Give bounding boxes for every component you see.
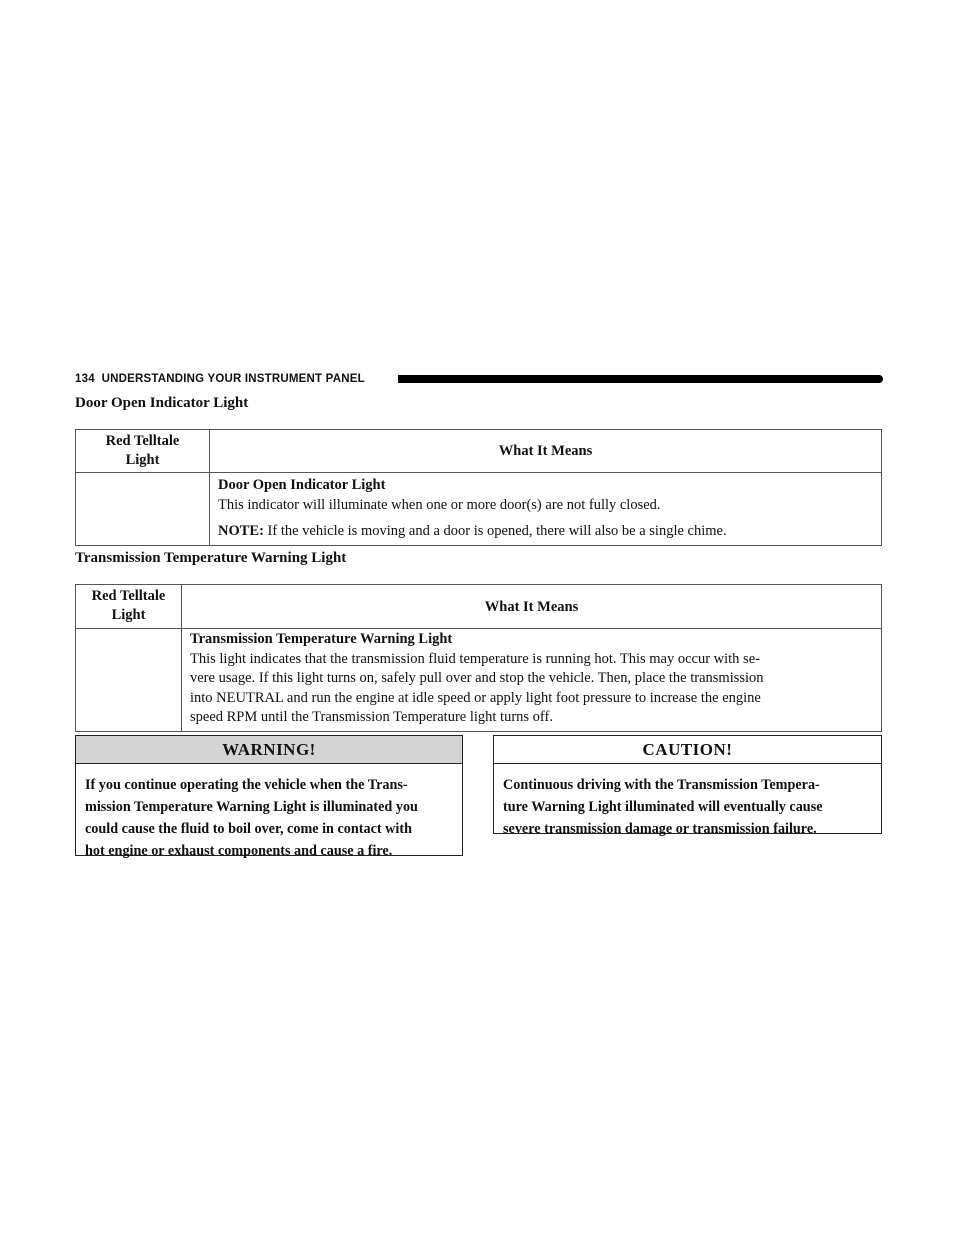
col-header-line2: Light: [125, 452, 160, 468]
warning-line: If you continue operating the vehicle when the Trans-: [85, 777, 408, 793]
warning-title: WARNING!: [76, 736, 462, 764]
caution-line: ture Warning Light illuminated will eventually cause: [503, 799, 823, 815]
caution-title: CAUTION!: [494, 736, 881, 764]
warning-body: [76, 764, 462, 870]
page-header: [75, 371, 883, 387]
meaning-title: Door Open Indicator Light: [218, 477, 386, 493]
table-header-row: [76, 430, 882, 473]
meaning-line: This light indicates that the transmission fluid temperature is running hot. This may occur with se-: [190, 650, 760, 667]
meaning-cell: [182, 629, 882, 732]
meaning-title: Transmission Temperature Warning Light: [190, 631, 453, 647]
col-header-line1: Red Telltale: [105, 433, 180, 449]
caution-line: severe transmission damage or transmission failure.: [503, 821, 817, 837]
warning-box: [75, 735, 463, 859]
meaning-note: [218, 521, 873, 541]
transmission-table: [75, 584, 882, 732]
page-number: 134: [75, 373, 95, 385]
meaning-cell: [210, 473, 882, 546]
warning-line: could cause the fluid to boil over, come in contact with: [85, 821, 412, 837]
telltale-icon-cell: [76, 629, 182, 732]
col-header-telltale: [76, 585, 182, 629]
meaning-body: This indicator will illuminate when one or more door(s) are not fully closed.: [218, 497, 661, 513]
table-header-row: [76, 585, 882, 629]
col-header-meaning: What It Means: [210, 430, 882, 473]
table-row: [76, 473, 882, 546]
caution-body: [494, 764, 881, 848]
warning-line: hot engine or exhaust components and cause a fire.: [85, 843, 393, 859]
transmission-heading: Transmission Temperature Warning Light: [75, 550, 347, 566]
note-text: If the vehicle is moving and a door is opened, there will also be a single chime.: [263, 523, 727, 539]
door-open-heading: Door Open Indicator Light: [75, 395, 249, 411]
caution-box: [493, 735, 882, 837]
col-header-line2: Light: [111, 607, 146, 623]
meaning-line: vere usage. If this light turns on, safely pull over and stop the vehicle. Then, place the transmission: [190, 670, 764, 686]
header-rule: [398, 375, 883, 383]
col-header-meaning: What It Means: [182, 585, 882, 629]
col-header-telltale: [76, 430, 210, 473]
table-row: [76, 629, 882, 732]
note-label: NOTE:: [218, 523, 264, 539]
section-title: UNDERSTANDING YOUR INSTRUMENT PANEL: [101, 373, 365, 385]
meaning-line: into NEUTRAL and run the engine at idle speed or apply light foot pressure to increase the engine: [190, 689, 761, 706]
page-header-text: [75, 371, 365, 387]
meaning-line: speed RPM until the Transmission Temperature light turns off.: [190, 709, 553, 725]
col-header-line1: Red Telltale: [91, 588, 166, 604]
telltale-icon-cell: [76, 473, 210, 546]
caution-line: Continuous driving with the Transmission Tempera-: [503, 777, 820, 793]
warning-line: mission Temperature Warning Light is illuminated you: [85, 799, 418, 815]
door-open-table: [75, 429, 882, 546]
